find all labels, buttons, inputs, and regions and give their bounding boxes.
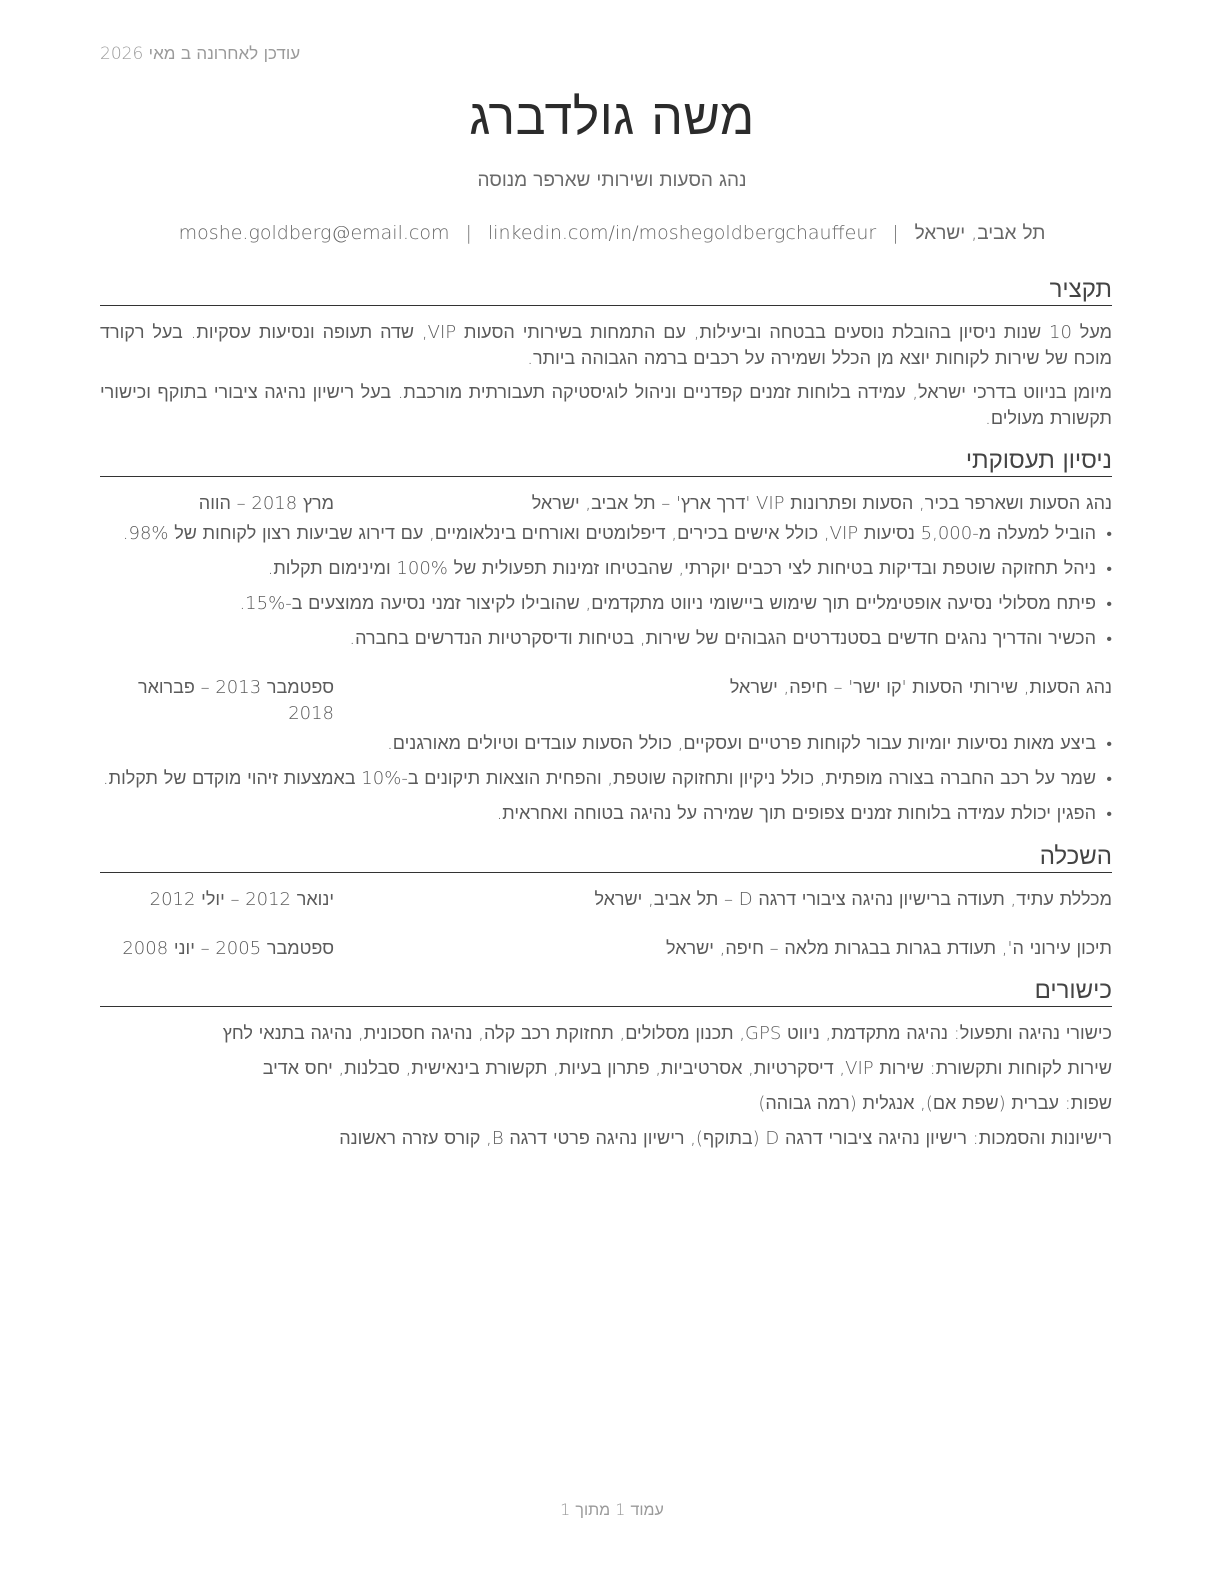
bullet-icon: •	[1106, 804, 1112, 823]
skills-section	[100, 976, 1112, 1152]
candidate-title: נהג הסעות ושירותי שארפר מנוסה	[477, 169, 747, 191]
section-heading-summary: תקציר	[100, 275, 1112, 306]
contact-separator: |	[465, 222, 472, 244]
job-role: נהג הסעות, שירותי הסעות 'קו ישר' – חיפה, ישראל	[729, 677, 1112, 698]
list-item: • הפגין יכולת עמידה בלוחות זמנים צפופים תוך שמירה על נהיגה בטוחה ואחראית.	[100, 801, 1112, 827]
job-header	[100, 675, 1112, 727]
resume-body	[100, 275, 1112, 1161]
job-role: נהג הסעות ושארפר בכיר, הסעות ופתרונות VIP 'דרך ארץ' – תל אביב, ישראל	[531, 493, 1112, 514]
summary-section	[100, 275, 1112, 432]
summary-paragraph: מעל 10 שנות ניסיון בהובלת נוסעים בבטחה וביעילות, עם התמחות בשירותי הסעות VIP, שדה תעופה ונסיעות עסקיות. בעל רקורד מוכח של שירות לקוחות יוצא מן הכלל ושמירה על רכבים ברמה הגבוהה ביותר.	[100, 322, 1112, 369]
skills-line: שפות: עברית (שפת אם), אנגלית (רמה גבוהה)	[758, 1093, 1112, 1114]
bullet-icon: •	[1106, 524, 1112, 543]
bullet-icon: •	[1106, 769, 1112, 788]
bullet-icon: •	[1106, 734, 1112, 753]
job-header	[100, 491, 1112, 517]
bullet-icon: •	[1106, 629, 1112, 648]
contact-linkedin[interactable]: linkedin.com/in/moshegoldbergchauffeur	[487, 222, 877, 244]
list-item: • ביצע מאות נסיעות יומיות עבור לקוחות פרטיים ועסקיים, כולל הסעות עובדים וטיולים מאורגנים.	[100, 731, 1112, 757]
job-bullets	[100, 521, 1112, 652]
job-entry	[100, 675, 1112, 827]
list-item: • פיתח מסלולי נסיעה אופטימליים תוך שימוש ביישומי ניווט מתקדמים, שהובילו לקיצור זמני נסיעה ממוצעים ב-15%.	[100, 591, 1112, 617]
section-heading-skills: כישורים	[100, 976, 1112, 1007]
bullet-icon: •	[1106, 594, 1112, 613]
contact-line	[0, 222, 1224, 245]
contact-separator: |	[892, 222, 899, 244]
last-updated-note: עודכן לאחרונה ב מאי 2026	[100, 44, 301, 64]
job-date: מרץ 2018 – הווה	[198, 493, 334, 514]
list-item: • הכשיר והדריך נהגים חדשים בסטנדרטים הגבוהים של שירות, בטיחות ודיסקרטיות הנדרשים בחברה.	[100, 626, 1112, 652]
education-entry	[100, 887, 1112, 913]
bullet-icon: •	[1106, 559, 1112, 578]
job-bullets	[100, 731, 1112, 827]
job-date: ספטמבר 2013 – פברואר 2018	[137, 677, 334, 724]
education-date: ינואר 2012 – יולי 2012	[149, 889, 334, 910]
page-number: עמוד 1 מתוך 1	[560, 1500, 664, 1519]
list-item: • ניהל תחזוקה שוטפת ובדיקות בטיחות לצי רכבים יוקרתי, שהבטיחו זמינות תפעולית של 100% ומינימום תקלות.	[100, 556, 1112, 582]
experience-section	[100, 446, 1112, 827]
section-heading-education: השכלה	[100, 842, 1112, 873]
education-section	[100, 842, 1112, 962]
contact-location: תל אביב, ישראל	[914, 222, 1046, 244]
education-institution: תיכון עירוני ה', תעודת בגרות בבגרות מלאה – חיפה, ישראל	[666, 938, 1112, 959]
skills-line: כישורי נהיגה ותפעול: נהיגה מתקדמת, ניווט GPS, תכנון מסלולים, תחזוקת רכב קלה, נהיגה חסכונית, נהיגה בתנאי לחץ	[222, 1023, 1112, 1044]
skills-line: שירות לקוחות ותקשורת: שירות VIP, דיסקרטיות, אסרטיביות, פתרון בעיות, תקשורת בינאישית, סבלנות, יחס אדיב	[262, 1058, 1112, 1079]
education-institution: מכללת עתיד, תעודה ברישיון נהיגה ציבורי דרגה D – תל אביב, ישראל	[594, 889, 1112, 910]
section-heading-experience: ניסיון תעסוקתי	[100, 446, 1112, 477]
list-item: • שמר על רכב החברה בצורה מופתית, כולל ניקיון ותחזוקה שוטפת, והפחית הוצאות תיקונים ב-10% באמצעות זיהוי מוקדם של תקלות.	[100, 766, 1112, 792]
candidate-name: משה גולדברג	[469, 88, 755, 146]
summary-paragraph: מיומן בניווט בדרכי ישראל, עמידה בלוחות זמנים קפדניים וניהול לוגיסטיקה תעבורתית מורכבת. בעל רישיון נהיגה ציבורי בתוקף וכישורי תקשורת מעולים.	[100, 382, 1112, 429]
job-entry	[100, 491, 1112, 652]
skills-line: רישיונות והסמכות: רישיון נהיגה ציבורי דרגה D (בתוקף), רישיון נהיגה פרטי דרגה B, קורס עזרה ראשונה	[339, 1128, 1112, 1149]
education-entry	[100, 936, 1112, 962]
list-item: • הוביל למעלה מ-5,000 נסיעות VIP, כולל אישים בכירים, דיפלומטים ואורחים בינלאומיים, עם דירוג שביעות רצון לקוחות של 98%.	[100, 521, 1112, 547]
education-date: ספטמבר 2005 – יוני 2008	[122, 938, 334, 959]
contact-email[interactable]: moshe.goldberg@email.com	[178, 222, 450, 244]
